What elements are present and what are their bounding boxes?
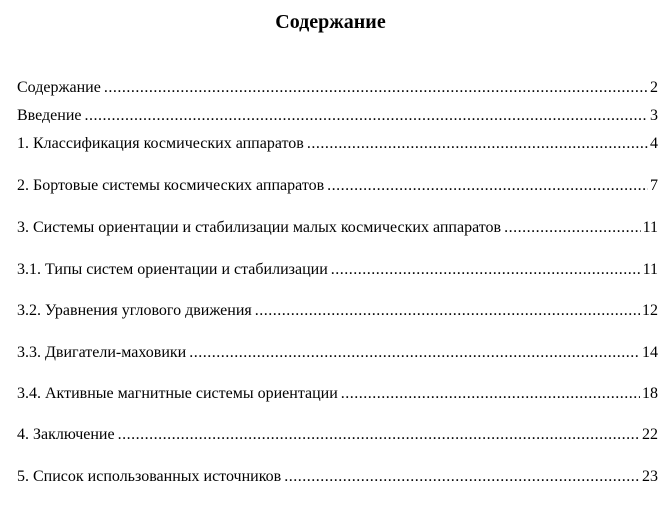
toc-leader-dots (189, 343, 640, 363)
toc-page-number: 4 (650, 135, 658, 152)
toc-entry-text: 2. Бортовые системы космических аппаратов (17, 177, 325, 194)
toc-page-number: 22 (642, 426, 658, 443)
toc-entry[interactable] (17, 106, 658, 126)
toc-page-number: 14 (642, 344, 658, 361)
toc-leader-dots (85, 106, 649, 126)
toc-entry-text: 3.3. Двигатели-маховики (17, 344, 187, 361)
toc-page-number: 7 (650, 177, 658, 194)
toc-leader-dots (255, 301, 640, 321)
toc-entry[interactable] (17, 301, 658, 321)
toc-page-number: 12 (642, 302, 658, 319)
toc-entry[interactable] (17, 467, 658, 487)
toc-leader-dots (327, 176, 648, 196)
toc-page-number: 18 (642, 385, 658, 402)
toc-entry-text: 3.2. Уравнения углового движения (17, 302, 252, 319)
toc-entry-text: Введение (17, 107, 82, 124)
toc-entry-text: 1. Классификация космических аппаратов (17, 135, 304, 152)
toc-page-number: 11 (642, 219, 658, 236)
toc-page-number: 11 (642, 261, 658, 278)
toc-entry[interactable] (17, 384, 658, 404)
toc-leader-dots (118, 425, 640, 445)
toc-entry-text: 3.4. Активные магнитные системы ориентации (17, 385, 338, 402)
toc-entry[interactable] (17, 343, 658, 363)
toc-page-number: 3 (650, 107, 658, 124)
toc-leader-dots (284, 467, 640, 487)
table-of-contents (17, 0, 658, 509)
toc-entry[interactable] (17, 78, 658, 98)
toc-entry-text: 3. Системы ориентации и стабилизации малых космических аппаратов (17, 219, 502, 236)
toc-leader-dots (341, 384, 640, 404)
toc-entry-text: Содержание (17, 79, 101, 96)
toc-entry-text: 3.1. Типы систем ориентации и стабилизации (17, 261, 328, 278)
toc-leader-dots (307, 134, 648, 154)
toc-entry-text: 4. Заключение (17, 426, 115, 443)
toc-entry[interactable] (17, 260, 658, 280)
toc-leader-dots (331, 260, 641, 280)
toc-page-number: 23 (642, 468, 658, 485)
page-title: Содержание (275, 11, 386, 33)
toc-page-number: 2 (650, 79, 658, 96)
toc-leader-dots (104, 78, 648, 98)
toc-entry[interactable] (17, 218, 658, 238)
toc-entry[interactable] (17, 425, 658, 445)
toc-entry-text: 5. Список использованных источников (17, 468, 282, 485)
toc-leader-dots (504, 218, 641, 238)
toc-entry[interactable] (17, 134, 658, 154)
toc-entry[interactable] (17, 176, 658, 196)
